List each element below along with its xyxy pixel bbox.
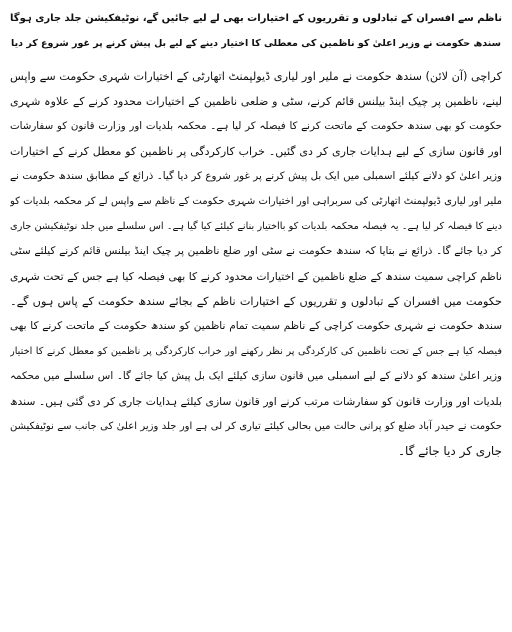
body-line: ملیر اور لیاری ڈیولپمنٹ اتھارٹی کی سربراہی اور اختیارات شہری حکومت کے ناظم سے واپس لے کر محکمہ بلدیات کو — [10, 196, 502, 207]
body-line: بلدیات اور وزارت قانون کو سفارشات مرتب کرنے اور قانون سازی کیلئے ہدایات جاری کر دی گئی ہیں۔ سندھ — [10, 395, 502, 408]
body-line: کر دیا جائے گا۔ ذرائع نے بتایا کہ سندھ حکومت نے سٹی اور ضلع ناظمین پر چیک اینڈ بیلنس قائم کرنے کیلئے سٹی — [10, 245, 502, 257]
body-line: سندھ حکومت نے شہری حکومت کراچی کے ناظم سمیت تمام ناظمین کو سندھ حکومت کے ماتحت کرنے کا بھی — [10, 320, 502, 332]
body-line: حکومت میں افسران کے تبادلوں و تقرریوں کے اختیارات ناظم کے بجائے سندھ حکومت کے پاس ہوں گے۔ — [10, 295, 502, 308]
body-line: ناظم کراچی سمیت سندھ کے ضلع ناظمین کے اختیارات محدود کرنے کا بھی فیصلہ کیا ہے جس کے تحت شہری — [10, 270, 502, 283]
body-line: فیصلہ کیا ہے جس کے تحت ناظمین کی کارکردگی پر نظر رکھنے اور خراب کارکردگی پر ناظمین کو معطل کرنے کا اختیار — [10, 346, 502, 357]
body-line: جاری کر دیا جائے گا۔ — [397, 444, 502, 458]
body-line: اور قانون سازی کے لیے ہدایات جاری کر دی گئیں۔ خراب کارکردگی پر ناظمین کو معطل کرنے کے اختیارات — [10, 145, 502, 158]
article-body — [10, 64, 502, 464]
body-line: وزیر اعلیٰ سندھ کو دلانے کے لیے اسمبلی میں قانون سازی کیلئے ایک بل پیش کیا جائے گا۔ اس سلسلے میں محکمہ — [10, 370, 502, 382]
body-line: حکومت نے حیدر آباد ضلع کو پرانی حالت میں بحالی کیلئے تیاری کر لی ہے اور جلد وزیر اعلیٰ کی جانب سے نوٹیفکیشن — [10, 421, 502, 432]
article-headline — [10, 6, 502, 56]
body-line: وزیر اعلیٰ کو دلانے کیلئے اسمبلی میں ایک بل پیش کرنے پر غور شروع کر دیا گیا۔ ذرائع کے مطابق سندھ حکومت نے — [10, 170, 502, 182]
body-line: لینے، ناظمین پر چیک اینڈ بیلنس قائم کرنے، سٹی و ضلعی ناظمین کے اختیارات محدود کرنے کے علاوہ شہری — [10, 95, 502, 108]
headline-line: ناظم سے افسران کے تبادلوں و تقرریوں کے اختیارات بھی لے لیے جائیں گے، نوٹیفکیشن جلد جاری ہوگا — [10, 13, 502, 24]
headline-line: سندھ حکومت نے وزیر اعلیٰ کو ناظمین کی معطلی کا اختیار دینے کے لیے بل پیش کرنے پر غور شروع کر دیا — [11, 38, 501, 49]
body-line: حکومت کو بھی سندھ حکومت کے ماتحت کرنے کا فیصلہ کر لیا ہے۔ محکمہ بلدیات اور وزارت قانون کو سفارشات — [10, 120, 502, 132]
body-line: کراچی (آن لائن) سندھ حکومت نے ملیر اور لیاری ڈیولپمنٹ اتھارٹی کے اختیارات شہری حکومت سے واپس — [10, 70, 502, 83]
body-line: دینے کا فیصلہ کر لیا ہے۔ یہ فیصلہ محکمہ بلدیات کو بااختیار بنانے کیلئے کیا گیا ہے۔ اس سلسلے میں جلد نوٹیفکیشن جاری — [10, 221, 502, 232]
